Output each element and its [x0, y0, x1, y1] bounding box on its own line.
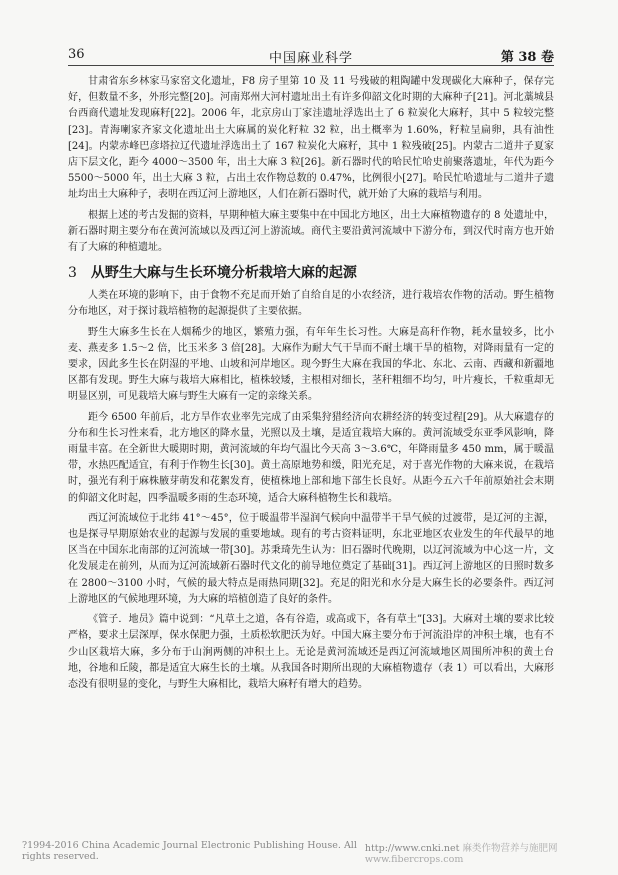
watermark: 麻类作物营养与施肥网 www.fibercrops.com [364, 843, 558, 865]
volume-label: 第 38 卷 [500, 50, 554, 65]
copyright-notice: ?1994-2016 China Academic Journal Electronic Publishing House. All rights reserved. [22, 840, 357, 862]
page-footer [22, 840, 608, 865]
paragraph: 距今 6500 年前后，北方旱作农业率先完成了由采集狩猎经济向农耕经济的转变过程[29]。从大麻遗存的分布和生长习性来看，北方地区的降水量，光照以及土壤，是适宜栽培大麻的。黄河流域受东亚季风影响，降雨量丰富。在全新世大暖期时期，黄河流域的年均气温比今天高 3～3.6℃，年降雨量多 450 mm，属于暖温带，水热匹配适宜，有利于作物生长[30]。黄土高原地势和缓，阳光充足，对于喜光作物的大麻来说，在栽培时，强光有利于麻株腋芽萌发和花絮发育，使植株地上部和地下部生长良好。从距今五六千年前原始社会末期的仰韶文化时起，四季温暖多雨的生态环境，适合大麻科植物生长和栽培。 [68, 411, 554, 504]
section-heading [68, 262, 554, 282]
paragraph: 野生大麻多生长在人烟稀少的地区，繁殖力强，有年年生长习性。大麻是高秆作物，耗水量较多，比小麦、燕麦多 1.5～2 倍，比玉米多 3 倍[28]。大麻作为耐大气干旱而不耐土壤干旱的植物，对降雨量有一定的要求，因此多生长在阴湿的平地、山坡和河岸地区。现今野生大麻在我国的华北、东北、云南、西藏和新疆地区都有发现。野生大麻与栽培大麻相比，植株较矮，主根相对细长，茎秆粗细不均匀，叶片瘦长，千粒重却无明显区别，可见栽培大麻与野生大麻有一定的亲缘关系。 [68, 326, 554, 403]
section-title: 从野生大麻与生长环境分析栽培大麻的起源 [90, 265, 357, 282]
page-number: 36 [68, 47, 85, 62]
paragraph: 根据上述的考古发掘的资料，早期种植大麻主要集中在中国北方地区，出土大麻植物遗存的 8 处遗址中，新石器时期主要分布在黄河流域以及西辽河上游流域。商代主要沿黄河流域中下游分布，到汉代时南方也开始有了大麻的种植遗址。 [68, 209, 554, 254]
paragraph: 人类在环境的影响下，由于食物不充足而开始了自给自足的小农经济，进行栽培农作物的活动。野生植物分布地区，对于探讨栽培植物的起源提供了主要依据。 [68, 290, 554, 318]
site-link[interactable]: http://www.cnki.net [364, 843, 460, 854]
journal-title: 中国麻业科学 [268, 51, 353, 66]
header-rule [68, 65, 554, 66]
paragraph: 《管子．地员》篇中说到：“凡草土之道，各有谷造，或高或下，各有草土”[33]。大麻对土壤的要求比较严格，要求土层深厚，保水保肥力强，土质松软肥沃为好。中国大麻主要分布于河流沿岸的冲积土壤，也有不少山区栽培大麻，多分布于山涧两侧的冲积土上。无论是黄河流域还是西辽河流域地区周围所冲积的黄土台地，谷地和丘陵，都是适宜大麻生长的土壤。从我国各时期所出现的大麻植物遗存（表 1）可以看出，大麻形态没有很明显的变化，与野生大麻相比，栽培大麻籽有增大的趋势。 [68, 614, 554, 690]
section-number: 3 [68, 265, 77, 282]
paragraph: 甘肃省东乡林家马家窑文化遗址，F8 房子里第 10 及 11 号残破的粗陶罐中发现碳化大麻种子，保存完好，但数量不多，外形完整[20]。河南郑州大河村遗址出土有许多仰韶文化时期的大麻种子[21]。河北藁城县台西商代遗址发现麻籽[22]。2006 年，北京房山丁家洼遗址浮选出土了 6 粒炭化大麻籽，其中 5 粒较完整[23]。青海喇家齐家文化遗址出土大麻属的炭化籽粒 32 粒，出土概率为 1.60%，籽粒呈扁卵，具有油性[24]。内蒙赤峰巴彦塔拉辽代遗址浮选出土了 167 粒炭化大麻籽，其中 1 粒残破[25]。内蒙古二道井子夏家店下层文化，距今 4000～3500 年，出土大麻 3 粒[26]。新石器时代的哈民忙哈史前聚落遗址，年代为距今 5500～5000 年，出土大麻 3 粒，占出土农作物总数的 0.47%，比例很小[27]。哈民忙哈遗址与二道井子遗址均出土大麻种子，表明在西辽河上游地区，人们在新石器时代，就开始了大麻的栽培与利用。 [68, 76, 554, 201]
article-body [68, 74, 554, 697]
page-header [68, 44, 554, 66]
paragraph: 西辽河流域位于北纬 41°～45°，位于暖温带半湿润气候向中温带半干旱气候的过渡带，是辽河的主源，也是探寻早期原始农业的起源与发展的重要地域。现有的考古资料证明，东北亚地区农业发生的年代最早的地区当在中国东北南部的辽河流域一带[30]。苏秉琦先生认为：旧石器时代晚期，以辽河流域为中心这一片，文化发展走在前列，从而为辽河流域新石器时代文化的前导地位奠定了基础[31]。西辽河上游地区的日照时数多在 2800～3100 小时，气候的最大特点是雨热同期[32]。充足的阳光和水分是大麻生长的必要条件。西辽河上游地区的气候地理环境，为大麻的培植创造了良好的条件。 [68, 512, 554, 605]
